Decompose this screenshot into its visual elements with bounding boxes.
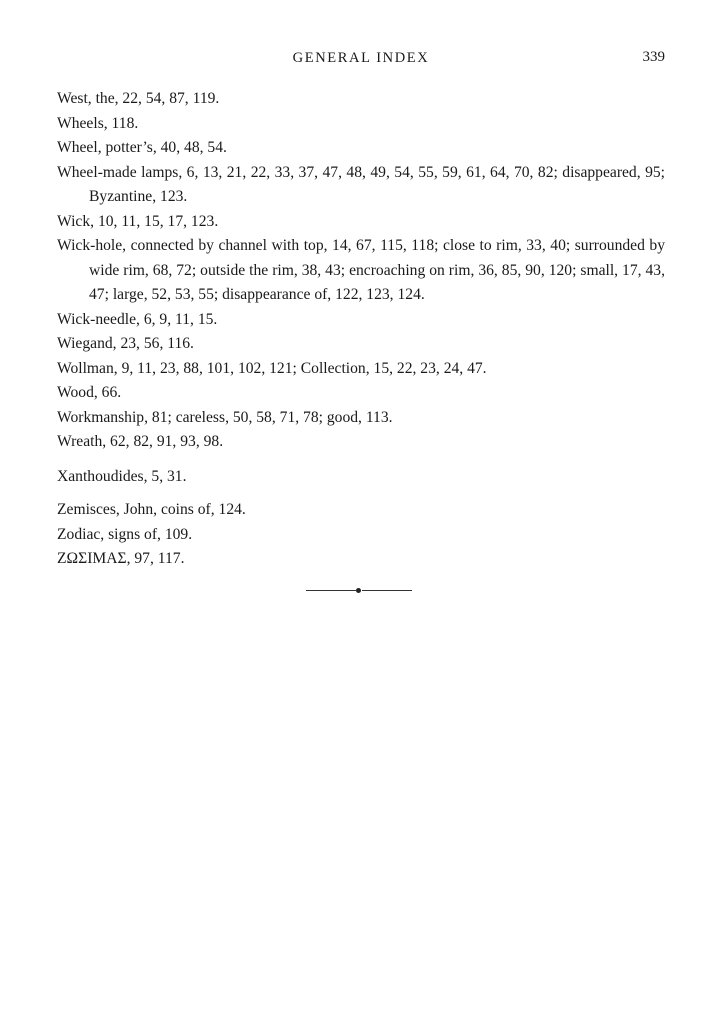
index-entry: ΖΩΣΙΜΑΣ, 97, 117. xyxy=(57,550,185,567)
index-entry: Wreath, 62, 82, 91, 93, 98. xyxy=(57,433,224,450)
ornament-rule-left xyxy=(306,590,356,591)
index-entry: West, the, 22, 54, 87, 119. xyxy=(57,90,220,107)
index-entry: Wick, 10, 11, 15, 17, 123. xyxy=(57,212,219,230)
index-entry: Workmanship, 81; careless, 50, 58, 71, 78; good, 113. xyxy=(57,408,393,426)
index-entry: Wheels, 118. xyxy=(57,114,139,132)
index-entry: Wick-needle, 6, 9, 11, 15. xyxy=(57,310,218,328)
index-entry: Wheel, potter’s, 40, 48, 54. xyxy=(57,139,227,156)
page-number: 339 xyxy=(642,49,665,65)
running-head xyxy=(0,50,722,70)
index-entry: Wollman, 9, 11, 23, 88, 101, 102, 121; Collection, 15, 22, 23, 24, 47. xyxy=(57,359,487,377)
index-entry: Xanthoudides, 5, 31. xyxy=(57,467,187,485)
index-entry: Zodiac, signs of, 109. xyxy=(57,525,193,543)
end-ornament xyxy=(306,587,412,593)
index-entry: Wick-hole, connected by channel with top, 14, 67, 115, 118; close to rim, 33, 40; surrounded by wide rim, 68, 72; outside the rim, 38, 43; encroaching on rim, 36, 85, 90, 120; small, 17, 43, 47; large, 52, 53, 55; disappearance of, 122, 123, 124. xyxy=(57,237,665,303)
running-title: GENERAL INDEX xyxy=(292,50,430,66)
ornament-rule-right xyxy=(362,590,412,591)
index-entry: Wiegand, 23, 56, 116. xyxy=(57,335,194,352)
index-entry: Wheel-made lamps, 6, 13, 21, 22, 33, 37, 47, 48, 49, 54, 55, 59, 61, 64, 70, 82; disappeared, 95; Byzantine, 123. xyxy=(57,163,665,205)
ornament-dot xyxy=(356,588,361,593)
index-entry: Wood, 66. xyxy=(57,384,122,401)
index-entry: Zemisces, John, coins of, 124. xyxy=(57,501,246,518)
index-entries xyxy=(57,87,665,572)
